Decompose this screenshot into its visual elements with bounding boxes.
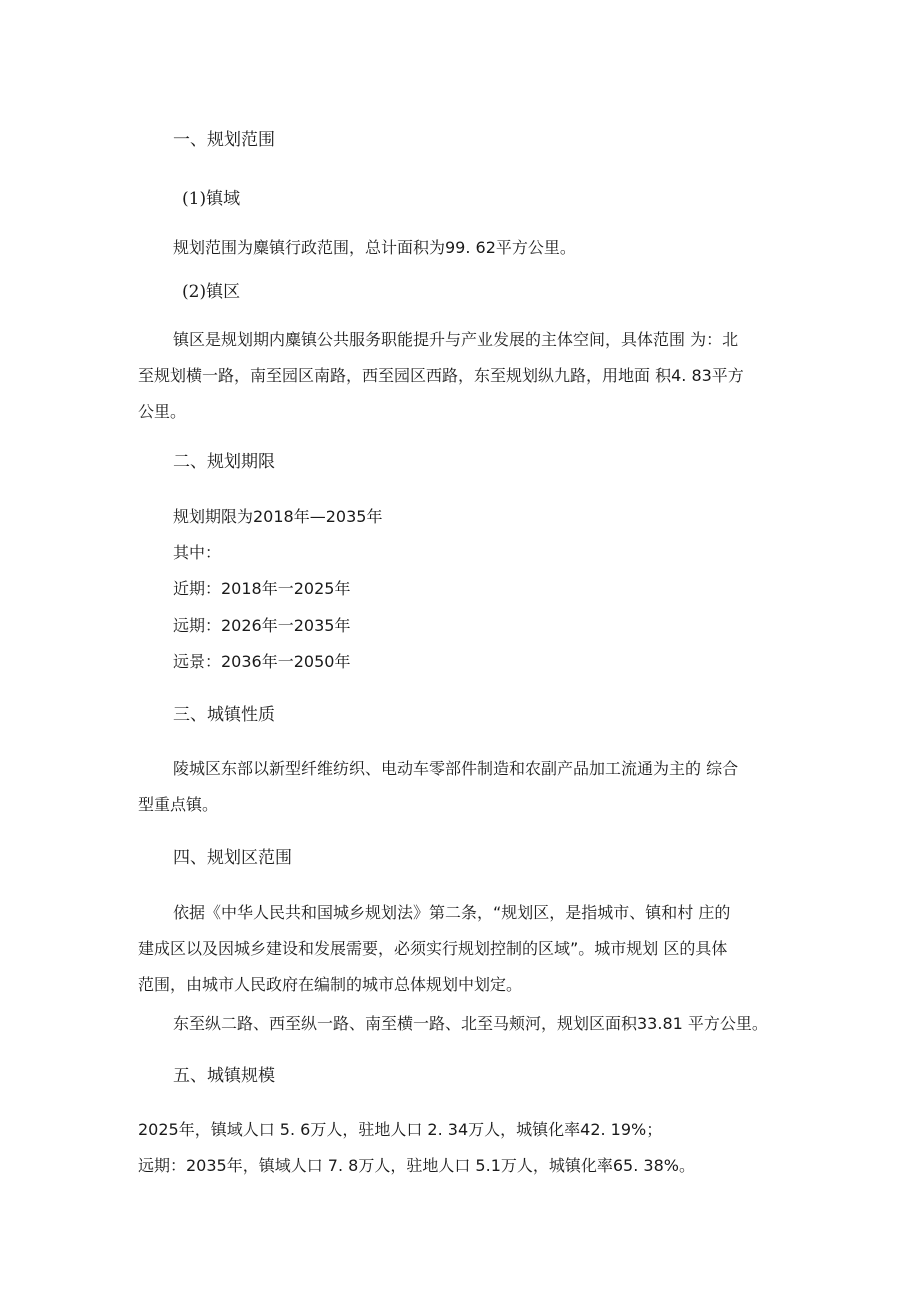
paragraph-line: 镇区是规划期内麋镇公共服务职能提升与产业发展的主体空间，具体范围 为：北	[173, 330, 739, 349]
paragraph-line: 近期：2018年一2025年	[173, 579, 351, 598]
section-heading-town-nature: 三、城镇性质	[173, 705, 275, 725]
paragraph-line: 远期：2035年，镇域人口 7. 8万人，驻地人口 5.1万人，城镇化率65. 38%。	[138, 1156, 695, 1175]
subheading-town-domain: (1)镇域	[182, 189, 241, 209]
paragraph-line: 其中：	[173, 543, 222, 562]
section-heading-planning-period: 二、规划期限	[173, 452, 275, 472]
section-heading-planning-area: 四、规划区范围	[173, 848, 292, 868]
paragraph-line: 陵城区东部以新型纤维纺织、电动车零部件制造和农副产品加工流通为主的 综合	[173, 759, 739, 778]
paragraph-line: 范围，由城市人民政府在编制的城市总体规划中划定。	[138, 975, 523, 994]
paragraph-line: 东至纵二路、西至纵一路、南至横一路、北至马颊河，规划区面积33.81 平方公里。	[173, 1014, 768, 1033]
paragraph-line: 型重点镇。	[138, 795, 219, 814]
paragraph-line: 远景：2036年一2050年	[173, 652, 351, 671]
paragraph-line: 至规划横一路，南至园区南路，西至园区西路，东至规划纵九路，用地面 积4. 83平方	[138, 366, 744, 385]
section-heading-planning-scope: 一、规划范围	[173, 130, 275, 150]
paragraph-line: 依据《中华人民共和国城乡规划法》第二条，“规划区，是指城市、镇和村 庄的	[173, 903, 731, 922]
section-heading-town-scale: 五、城镇规模	[173, 1066, 275, 1086]
paragraph-line: 远期：2026年一2035年	[173, 616, 351, 635]
paragraph-line: 规划范围为麋镇行政范围，总计面积为99. 62平方公里。	[173, 238, 576, 257]
subheading-town-area: (2)镇区	[182, 282, 241, 302]
paragraph-line: 公里。	[138, 402, 187, 421]
paragraph-line: 2025年，镇域人口 5. 6万人，驻地人口 2. 34万人，城镇化率42. 19%；	[138, 1120, 663, 1139]
paragraph-line: 建成区以及因城乡建设和发展需要，必须实行规划控制的区域”。城市规划 区的具体	[138, 939, 728, 958]
paragraph-line: 规划期限为2018年—2035年	[173, 507, 383, 526]
